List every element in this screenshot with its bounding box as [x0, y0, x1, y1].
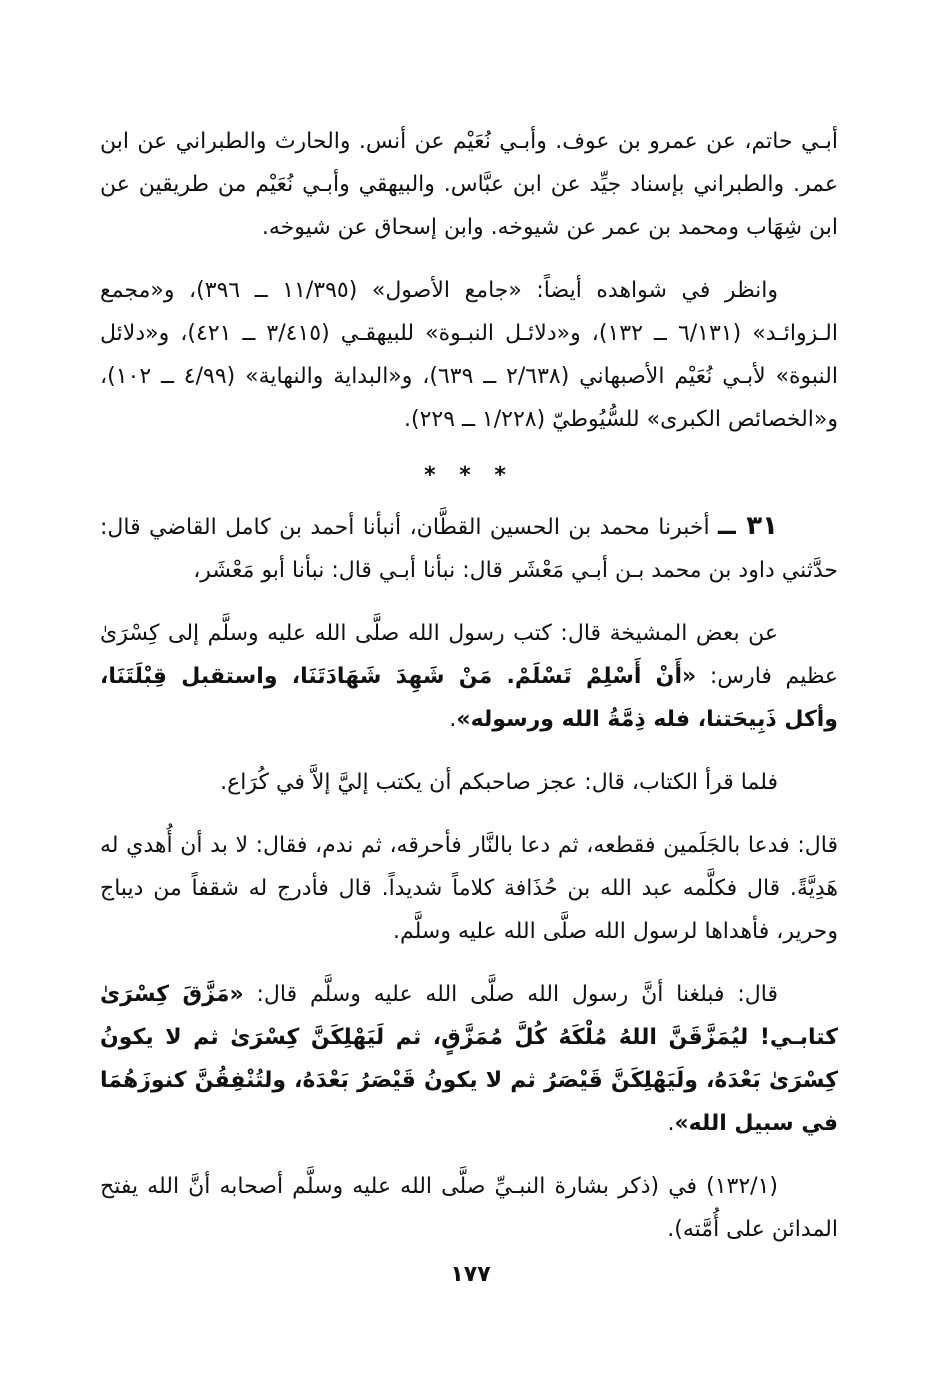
section-separator: * * * — [424, 463, 514, 488]
page-body — [100, 120, 838, 1271]
text-end: . — [449, 707, 457, 732]
paragraph-reading — [100, 761, 838, 804]
text: وانظر في شواهده أيضاً: «جامع الأصول» (١١/٣٩٥ ــ ٣٩٦)، و«مجمع الـزوائـد» (٦/١٣١ ــ ١٣٢)، و«دلائـل النبـوة» للبيهقـي (٣/٤١٥ ــ ٤٢١)، و«دلائل النبوة» لأبـي نُعَيْم الأصبهاني (٢/٦٣٨ ــ ٦٣٩)، و«البداية والنهاية» (٤/٩٩ ــ ١٠٢)، و«الخصائص الكبرى» للسُّيُوطيّ (١/٢٢٨ ــ ٢٢٩). — [100, 278, 838, 432]
text: عن بعض المشيخة قال: كتب رسول الله صلَّى الله عليه وسلَّم إلى كِسْرَىٰ عظيم فارس: — [100, 621, 839, 689]
text: (١٣٢/١) في (ذكر بشارة النبـيِّ صلَّى الله عليه وسلَّم أصحابه أنَّ الله يفتح المدائن على أُمَّته). — [100, 1174, 838, 1242]
paragraph-sources-continued — [100, 120, 838, 249]
hadith-number: ٣١ ــ — [718, 511, 778, 541]
text: فلما قرأ الكتاب، قال: عجز صاحبكم أن يكتب إليَّ إلاَّ في كُرَاع. — [220, 770, 778, 795]
paragraph-hadith-isnad — [100, 505, 838, 592]
quoted-prophecy: «مَزَّقَ كِسْرَىٰ كتابـي! ليُمَزَّقَنَّ اللهُ مُلْكَهُ كُلَّ مُمَزَّقٍ، ثم لَيَهْلِكَنَّ كِسْرَىٰ ثم لا يكونُ كِسْرَىٰ بَعْدَهُ، ولَيَهْلِكَنَّ قَيْصَرُ ثم لا يكونُ قَيْصَرُ بَعْدَهُ، ولتُنْفِقُنَّ كنوزَهُمَا في سبيل الله» — [100, 982, 838, 1136]
text: أخبرنا محمد بن الحسين القطَّان، أنبأنا أحمد بن كامل القاضي قال: حدَّثني داود بن محمد بـن أبـي مَعْشَر قال: نبأنا أبـي قال: نبأنا أبو مَعْشَر، — [100, 515, 838, 583]
paragraph-letter — [100, 612, 838, 741]
text: قال: فبلغنا أنَّ رسول الله صلَّى الله عليه وسلَّم قال: — [256, 982, 778, 1007]
paragraph-cross-reference — [100, 1165, 838, 1251]
text: أبـي حاتم، عن عمرو بن عوف. وأبـي نُعَيْم عن أنس. والحارث والطبراني عن ابن عمر. والطبراني بإسناد جيِّد عن ابن عبَّاس. والبيهقي وأبـي نُعَيْم من طريقين عن ابن شِهَاب ومحمد بن عمر عن شيوخه. وابن إسحاق عن شيوخه. — [100, 129, 838, 240]
text: قال: فدعا بالجَلَمين فقطعه، ثم دعا بالنَّار فأحرقه، ثم ندم، فقال: لا بد أن أُهدي له هَدِيَّةً. قال فكلَّمه عبد الله بن حُذَافة كلاماً شديداً. قال فأدرج له شقفاً من ديباج وحرير، فأهداها لرسول الله صلَّى الله عليه وسلَّم. — [100, 833, 838, 944]
paragraph-references — [100, 269, 838, 441]
paragraph-prophecy — [100, 973, 838, 1145]
quoted-letter: «أَنْ أَسْلِمْ تَسْلَمْ. مَنْ شَهِدَ شَهَادَتَنَا، واستقبل قِبْلَتَنَا، وأكل ذَبِيحَتنا، فله ذِمَّةُ الله ورسوله» — [100, 664, 838, 732]
paragraph-burning — [100, 824, 838, 953]
text-end: . — [667, 1111, 675, 1136]
page-number: ١٧٧ — [450, 1262, 491, 1287]
